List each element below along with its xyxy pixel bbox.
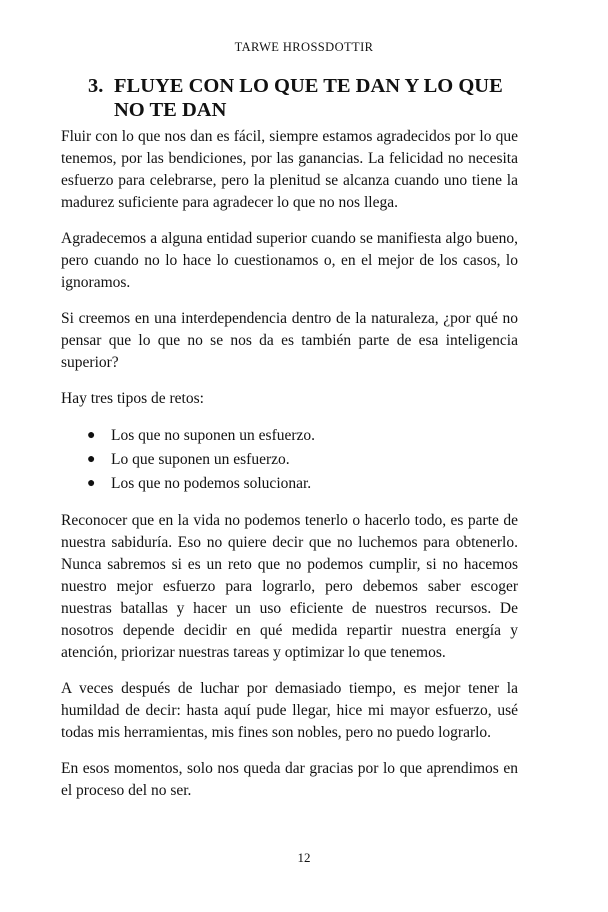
list-item-text: Los que no suponen un esfuerzo.: [111, 427, 316, 444]
list-item-text: Los que no podemos solucionar.: [111, 475, 312, 492]
page-number: 12: [297, 850, 311, 865]
list-item: [61, 472, 518, 496]
paragraph-7: En esos momentos, solo nos queda dar gracias por lo que aprendimos en el proceso del no ser.: [61, 760, 518, 799]
paragraph-6: A veces después de luchar por demasiado tiempo, es mejor tener la humildad de decir: hasta aquí pude llegar, hice mi mayor esfuerzo, usé todas mis herramientas, mis fines son nobles, pero no puedo lograrlo.: [61, 680, 518, 741]
running-head: TARWE HROSSDOTTIR: [234, 40, 374, 54]
list-item-text: Lo que suponen un esfuerzo.: [111, 451, 290, 468]
list-item: [61, 448, 518, 472]
bullet-icon: ●: [87, 452, 96, 467]
body-text: [61, 126, 518, 816]
chapter-title: [88, 74, 528, 122]
chapter-number: 3.: [88, 75, 104, 97]
paragraph-1: Fluir con lo que nos dan es fácil, siempre estamos agradecidos por lo que tenemos, por las bendiciones, por las ganancias. La felicidad no necesita esfuerzo para celebrarse, pero la plenitud se alcanza cuando uno tiene la madurez suficiente para agradecer lo que no nos llega.: [61, 128, 518, 211]
paragraph-5: Reconocer que en la vida no podemos tenerlo o hacerlo todo, es parte de nuestra sabiduría. Eso no quiere decir que no luchemos para obtenerlo. Nunca sabremos si es un reto que no podemos cumplir, si no hacemos nuestro mejor esfuerzo para lograrlo, pero debemos saber escoger nuestras batallas y hacer un uso eficiente de nuestros recursos. De nosotros depende decidir en qué medida repartir nuestra energía y atención, priorizar nuestras tareas y optimizar lo que tenemos.: [61, 512, 518, 661]
paragraph-3: Si creemos en una interdependencia dentro de la naturaleza, ¿por qué no pensar que lo que no se nos da es también parte de esa inteligencia superior?: [61, 310, 518, 371]
paragraph-2: Agradecemos a alguna entidad superior cuando se manifiesta algo bueno, pero cuando no lo hace lo cuestionamos o, en el mejor de los casos, lo ignoramos.: [61, 230, 518, 291]
bullet-icon: ●: [87, 428, 96, 443]
paragraph-4: Hay tres tipos de retos:: [61, 390, 204, 407]
list-item: [61, 424, 518, 448]
challenge-list: [61, 424, 518, 496]
bullet-icon: ●: [87, 476, 96, 491]
chapter-title-text: FLUYE CON LO QUE TE DAN Y LO QUE NO TE DAN: [114, 75, 503, 121]
